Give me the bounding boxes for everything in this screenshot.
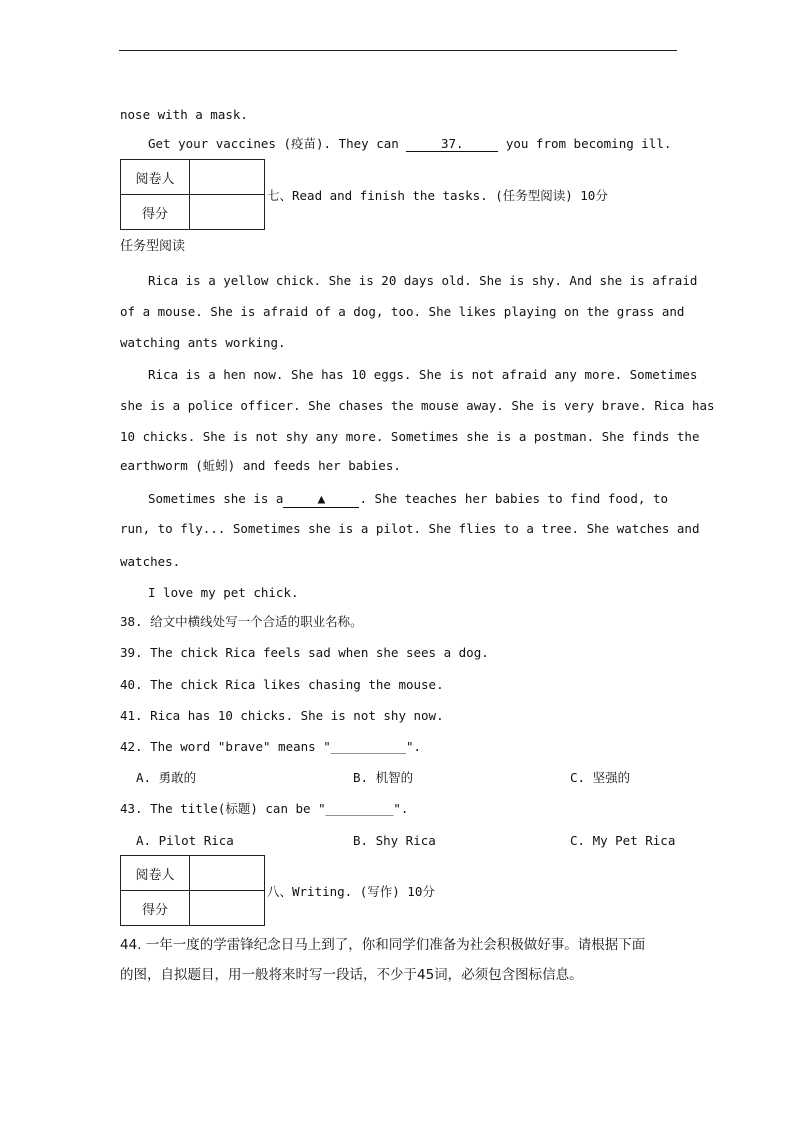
q42-option-b[interactable]: B. 机智的 (353, 770, 414, 785)
score-table-section-8 (120, 855, 265, 926)
reviewer-label: 阅卷人 (121, 160, 190, 195)
q43-option-c[interactable]: C. My Pet Rica (570, 833, 676, 848)
score-label: 得分 (121, 195, 190, 230)
section-8-title: 八、Writing. (写作) 10分 (267, 884, 435, 899)
q37-text-after: you from becoming ill. (498, 136, 672, 151)
question-42: 42. The word "brave" means "__________". (120, 739, 422, 754)
score-cell[interactable] (190, 195, 265, 230)
reviewer-cell[interactable] (190, 160, 265, 195)
question-39: 39. The chick Rica feels sad when she sees a dog. (120, 645, 489, 660)
passage-line: watches. (120, 554, 181, 569)
question-43: 43. The title(标题) can be "_________". (120, 801, 409, 816)
reviewer-cell[interactable] (190, 856, 265, 891)
q37-text-before: Get your vaccines (疫苗). They can (148, 136, 407, 151)
question-44-line: 44. 一年一度的学雷锋纪念日马上到了，你和同学们准备为社会积极做好事。请根据下面 (120, 937, 646, 953)
question-40: 40. The chick Rica likes chasing the mouse. (120, 677, 444, 692)
q42-option-c[interactable]: C. 坚强的 (570, 770, 631, 785)
reviewer-label: 阅卷人 (121, 856, 190, 891)
q43-option-a[interactable]: A. Pilot Rica (136, 833, 234, 848)
score-label: 得分 (121, 891, 190, 926)
question-41: 41. Rica has 10 chicks. She is not shy now. (120, 708, 444, 723)
passage-l8-after: . She teaches her babies to find food, to (359, 491, 669, 506)
passage-line: watching ants working. (120, 335, 286, 350)
score-cell[interactable] (190, 891, 265, 926)
score-table-section-7 (120, 159, 265, 230)
header-rule (119, 50, 677, 51)
section-7-title: 七、Read and finish the tasks. (任务型阅读) 10分 (267, 188, 608, 203)
q37-blank[interactable]: 37. (406, 137, 498, 152)
q43-option-b[interactable]: B. Shy Rica (353, 833, 436, 848)
passage-line: Rica is a hen now. She has 10 eggs. She is not afraid any more. Sometimes (148, 367, 698, 382)
passage-l8-before: Sometimes she is a (148, 491, 284, 506)
section-7-subtitle: 任务型阅读 (120, 239, 186, 254)
q42-option-a[interactable]: A. 勇敢的 (136, 770, 197, 785)
question-37 (148, 136, 671, 152)
passage-line: run, to fly... Sometimes she is a pilot. She flies to a tree. She watches and (120, 521, 700, 536)
question-38: 38. 给文中横线处写一个合适的职业名称。 (120, 614, 363, 629)
passage-line (148, 491, 668, 508)
passage-line: earthworm (蚯蚓) and feeds her babies. (120, 458, 401, 473)
passage-line: of a mouse. She is afraid of a dog, too. She likes playing on the grass and (120, 304, 685, 319)
continued-line: nose with a mask. (120, 107, 248, 122)
passage-line: Rica is a yellow chick. She is 20 days old. She is shy. And she is afraid (148, 273, 698, 288)
question-44-line: 的图，自拟题目，用一般将来时写一段话，不少于45词，必须包含图标信息。 (120, 967, 583, 983)
passage-line: I love my pet chick. (148, 585, 299, 600)
passage-line: 10 chicks. She is not shy any more. Sometimes she is a postman. She finds the (120, 429, 700, 444)
passage-line: she is a police officer. She chases the mouse away. She is very brave. Rica has (120, 398, 715, 413)
triangle-blank[interactable]: ▲ (283, 493, 359, 508)
